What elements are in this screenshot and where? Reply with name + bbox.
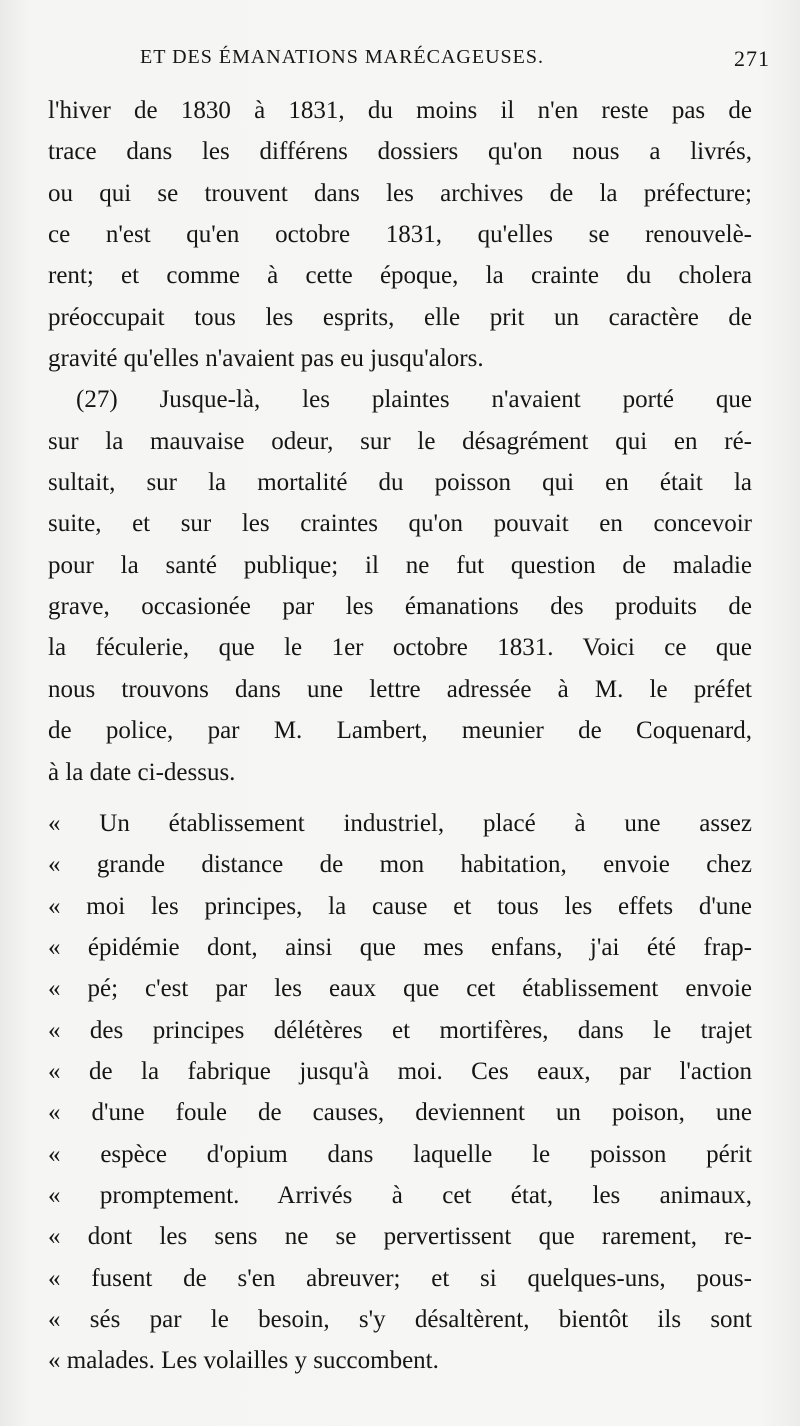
page-number: 271	[734, 46, 770, 71]
text-line: trace dans les différens dossiers qu'on nous a livrés,	[48, 138, 752, 166]
quote-line: « épidémie dont, ainsi que mes enfans, j'ai été frap-	[48, 933, 752, 961]
quote-line: « promptement. Arrivés à cet état, les animaux,	[48, 1181, 752, 1209]
paragraph-continuation	[48, 90, 752, 379]
text-line: ce n'est qu'en octobre 1831, qu'elles se renouvelè-	[48, 221, 752, 249]
body-text	[48, 90, 752, 1382]
paragraph-gap	[48, 793, 752, 803]
text-line: grave, occasionée par les émanations des produits de	[48, 593, 752, 621]
text-line: rent; et comme à cette époque, la crainte du cholera	[48, 262, 752, 290]
text-line: sultait, sur la mortalité du poisson qui en était la	[48, 469, 752, 497]
quote-line: « d'une foule de causes, deviennent un poison, une	[48, 1099, 752, 1127]
quote-line: « espèce d'opium dans laquelle le poisson périt	[48, 1140, 752, 1168]
text-line: pour la santé publique; il ne fut question de maladie	[48, 551, 752, 579]
quote-line: « pé; c'est par les eaux que cet établissement envoie	[48, 975, 752, 1003]
quote-line: « malades. Les volailles y succombent.	[48, 1347, 439, 1375]
text-line: préoccupait tous les esprits, elle prit un caractère de	[48, 303, 752, 331]
text-line: sur la mauvaise odeur, sur le désagrément qui en ré-	[48, 427, 752, 455]
running-title: ET DES ÉMANATIONS MARÉCAGEUSES.	[140, 46, 544, 68]
quote-line: « de la fabrique jusqu'à moi. Ces eaux, par l'action	[48, 1057, 752, 1085]
quote-line: « sés par le besoin, s'y désaltèrent, bientôt ils sont	[48, 1305, 752, 1333]
text-line: la féculerie, que le 1er octobre 1831. Voici ce que	[48, 634, 752, 662]
text-line: (27) Jusque-là, les plaintes n'avaient porté que	[76, 386, 752, 414]
quote-line: « fusent de s'en abreuver; et si quelques-uns, pous-	[48, 1264, 752, 1292]
text-line: de police, par M. Lambert, meunier de Coquenard,	[48, 717, 752, 745]
page-header	[140, 46, 780, 76]
text-line: nous trouvons dans une lettre adressée à M. le préfet	[48, 675, 752, 703]
quote-line: « dont les sens ne se pervertissent que rarement, re-	[48, 1223, 752, 1251]
text-line: suite, et sur les craintes qu'on pouvait en concevoir	[48, 510, 752, 538]
paragraph-27	[48, 379, 752, 792]
letter-quotation	[48, 803, 752, 1382]
text-line: à la date ci-dessus.	[48, 758, 236, 786]
quote-line: « Un établissement industriel, placé à une assez	[48, 809, 752, 837]
quote-line: « grande distance de mon habitation, envoie chez	[48, 851, 752, 879]
quote-line: « moi les principes, la cause et tous les effets d'une	[48, 892, 752, 920]
text-line: ou qui se trouvent dans les archives de la préfecture;	[48, 179, 752, 207]
quote-line: « des principes délétères et mortifères, dans le trajet	[48, 1016, 752, 1044]
text-line: l'hiver de 1830 à 1831, du moins il n'en reste pas de	[48, 97, 752, 124]
text-line: gravité qu'elles n'avaient pas eu jusqu'alors.	[48, 345, 484, 373]
